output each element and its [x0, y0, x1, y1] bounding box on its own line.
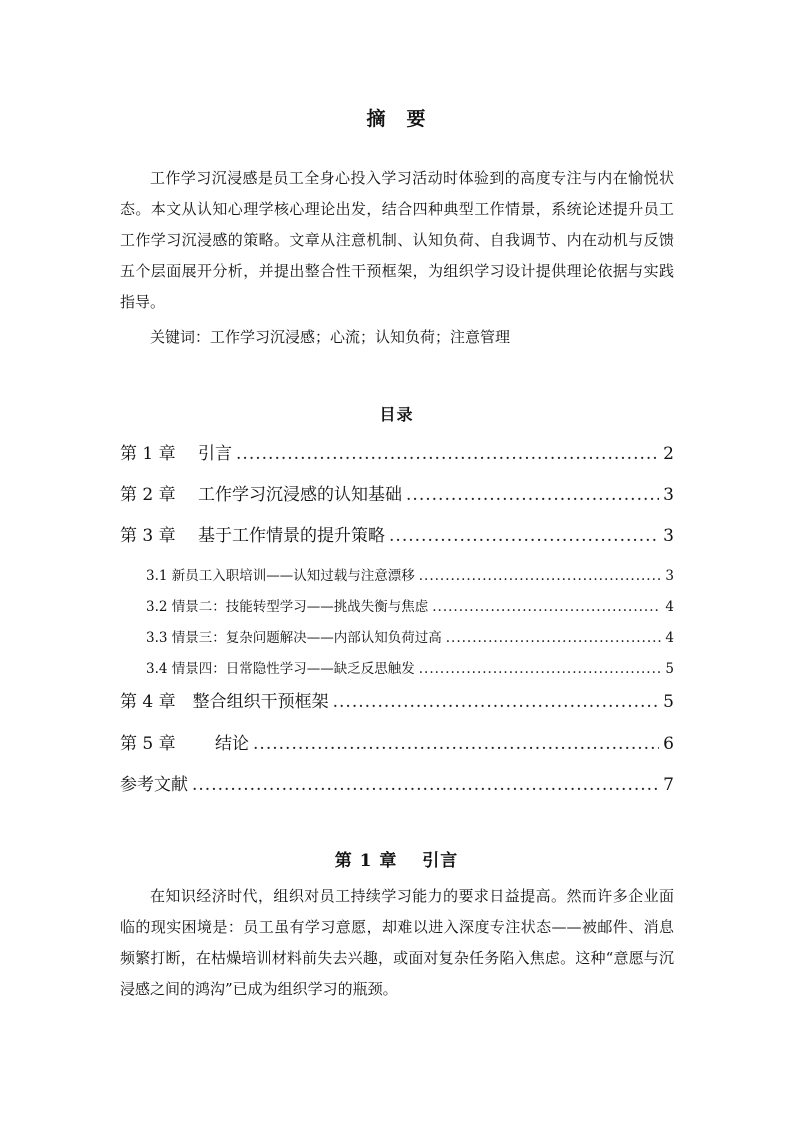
toc-leader-dots	[419, 661, 662, 677]
toc-entry-page: 7	[663, 775, 674, 795]
toc-leader-dots	[419, 568, 662, 584]
toc-entry-references[interactable]	[120, 771, 674, 795]
chapter-1-body: 在知识经济时代，组织对员工持续学习能力的要求日益提高。然而许多企业面临的现实困境是：员工虽有学习意愿，却难以进入深度专注状态——被邮件、消息频繁打断，在枯燥培训材料前失去兴趣，或面对复杂任务陷入焦虑。这种“意愿与沉浸感之间的鸿沟”已成为组织学习的瓶颈。	[120, 887, 674, 998]
toc-entry-chapter-2[interactable]	[120, 481, 674, 505]
toc-entry-page: 2	[663, 444, 674, 464]
toc-entry-label: 第 1 章 引言	[120, 444, 233, 464]
toc-entry-label: 参考文献	[120, 775, 188, 795]
toc-leader-dots	[406, 485, 659, 505]
toc-entry-label: 3.3 情景三：复杂问题解决——内部认知负荷过高	[146, 630, 442, 646]
toc-leader-dots	[389, 526, 659, 546]
abstract-body: 工作学习沉浸感是员工全身心投入学习活动时体验到的高度专注与内在愉悦状态。本文从认知心理学核心理论出发，结合四种典型工作情景，系统论述提升员工工作学习沉浸感的策略。文章从注意机制、认知负荷、自我调节、内在动机与反馈五个层面展开分析，并提出整合性干预框架，为组织学习设计提供理论依据与实践指导。	[120, 169, 674, 311]
toc-entry-page: 5	[665, 661, 674, 677]
toc-entry-page: 4	[665, 599, 674, 615]
toc-leader-dots	[253, 734, 659, 754]
toc-entry-section-3-4[interactable]	[146, 653, 674, 677]
toc-leader-dots	[446, 630, 662, 646]
toc-entry-section-3-3[interactable]	[146, 622, 674, 646]
toc-title: 目录	[379, 405, 414, 424]
chapter-1-title: 第 1 章 引言	[334, 851, 459, 871]
toc-entry-page: 5	[663, 692, 674, 712]
toc-entry-section-3-2[interactable]	[146, 591, 674, 615]
toc-entry-page: 3	[663, 526, 674, 546]
toc-leader-dots	[432, 599, 661, 615]
toc-entry-label: 第 3 章 基于工作情景的提升策略	[120, 526, 386, 546]
toc-entry-page: 4	[665, 630, 674, 646]
toc-entry-label: 第 4 章 整合组织干预框架	[120, 692, 329, 712]
toc-entry-label: 3.1 新员工入职培训——认知过载与注意漂移	[146, 568, 415, 584]
toc-leader-dots	[192, 775, 659, 795]
toc-entry-page: 6	[663, 734, 674, 754]
toc-entry-label: 3.2 情景二：技能转型学习——挑战失衡与焦虑	[146, 599, 429, 615]
toc-entry-page: 3	[663, 485, 674, 505]
toc-entry-chapter-4[interactable]	[120, 688, 674, 712]
toc-entry-section-3-1[interactable]	[146, 560, 674, 584]
toc-entry-label: 第 5 章 结论	[120, 734, 250, 754]
toc-leader-dots	[236, 444, 659, 464]
toc-leader-dots	[333, 692, 660, 712]
keywords-line: 关键词：工作学习沉浸感；心流；认知负荷；注意管理	[150, 328, 511, 346]
toc-entry-chapter-3[interactable]	[120, 522, 674, 546]
toc-entry-label: 3.4 情景四：日常隐性学习——缺乏反思触发	[146, 661, 415, 677]
toc-entry-chapter-5[interactable]	[120, 730, 674, 754]
toc-entry-label: 第 2 章 工作学习沉浸感的认知基础	[120, 485, 403, 505]
toc-entry-page: 3	[665, 568, 674, 584]
abstract-title: 摘 要	[366, 108, 427, 130]
toc-entry-chapter-1[interactable]	[120, 440, 674, 464]
